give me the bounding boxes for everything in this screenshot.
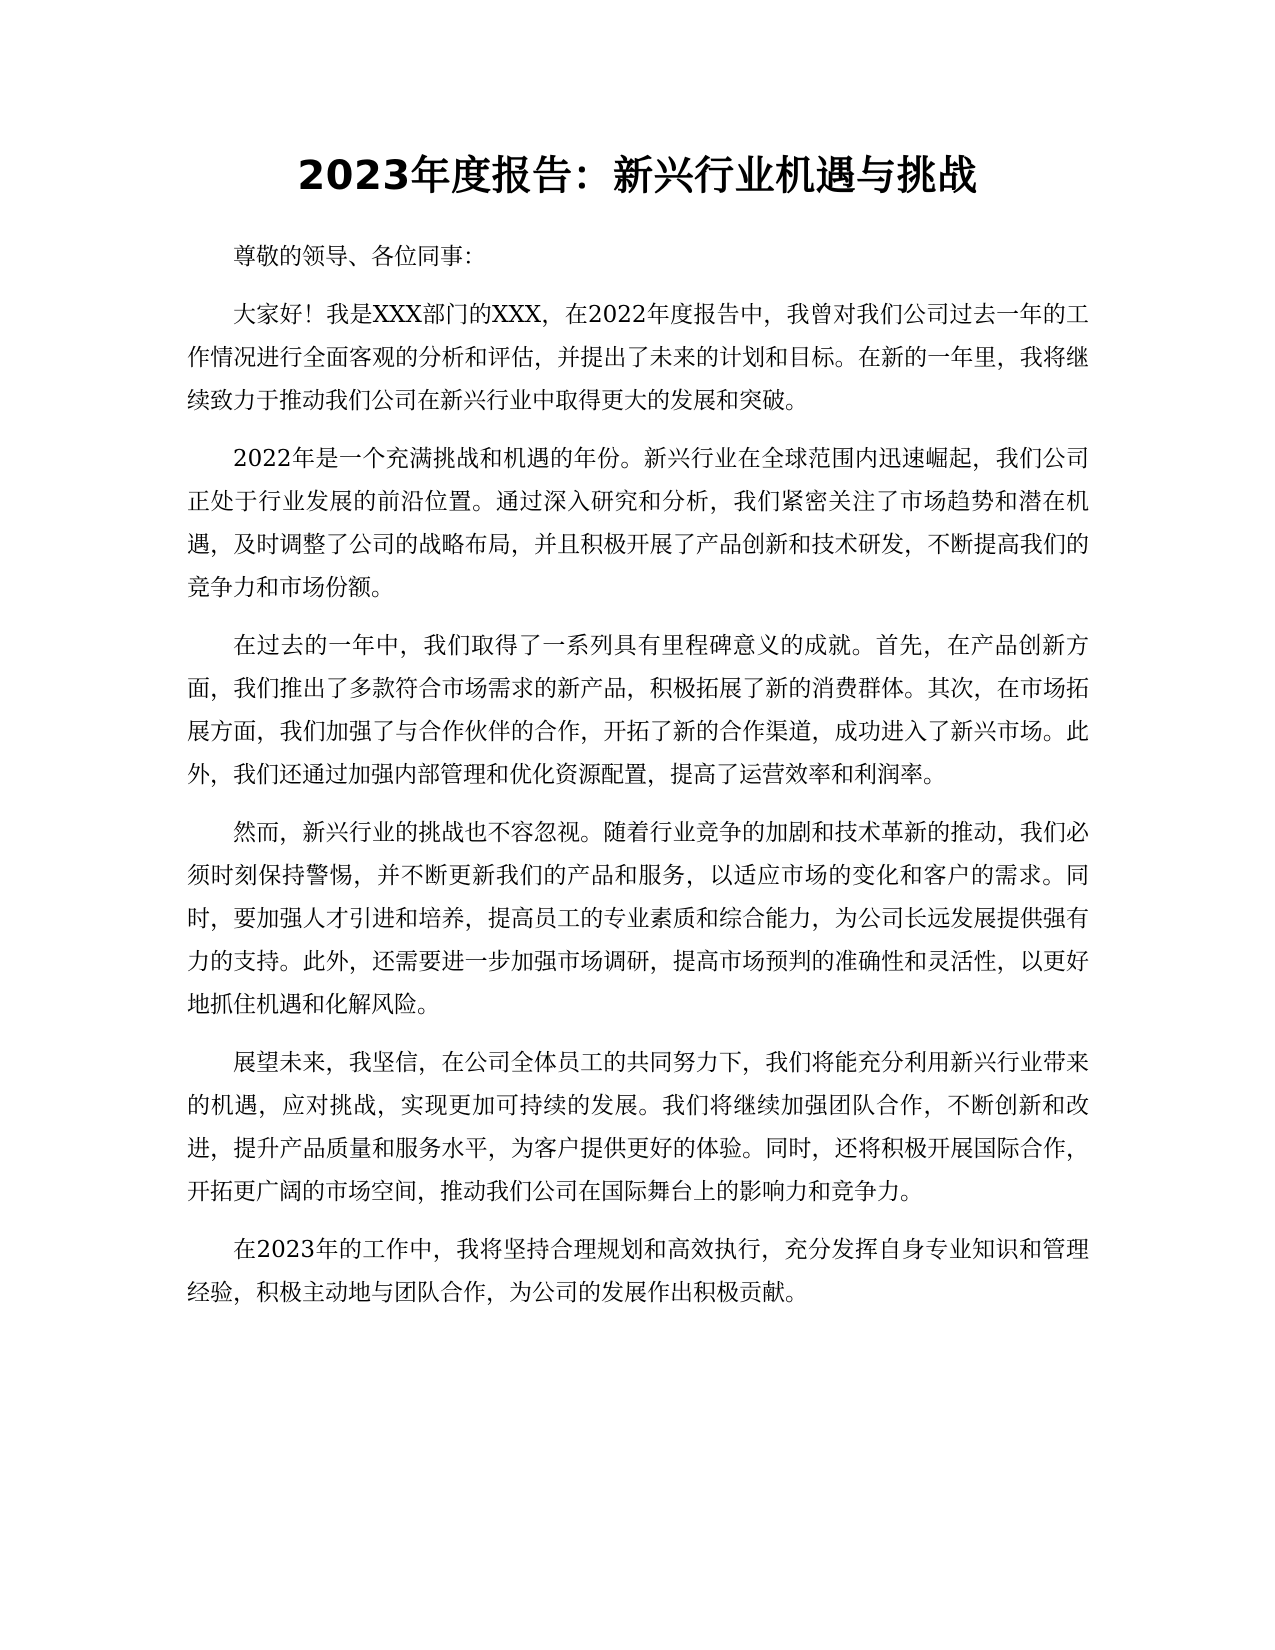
paragraph-greeting: 尊敬的领导、各位同事： <box>233 244 486 270</box>
document-body <box>187 236 1089 1330</box>
document-title: 2023年度报告：新兴行业机遇与挑战 <box>297 153 978 199</box>
paragraph-challenges: 然而，新兴行业的挑战也不容忽视。随着行业竞争的加剧和技术革新的推动，我们必须时刻保持警惕，并不断更新我们的产品和服务，以适应市场的变化和客户的需求。同时，要加强人才引进和培养，提高员工的专业素质和综合能力，为公司长远发展提供强有力的支持。此外，还需要进一步加强市场调研，提高市场预判的准确性和灵活性，以更好地抓住机遇和化解风险。 <box>187 820 1089 1018</box>
paragraph-outlook: 展望未来，我坚信，在公司全体员工的共同努力下，我们将能充分利用新兴行业带来的机遇，应对挑战，实现更加可持续的发展。我们将继续加强团队合作，不断创新和改进，提升产品质量和服务水平，为客户提供更好的体验。同时，还将积极开展国际合作，开拓更广阔的市场空间，推动我们公司在国际舞台上的影响力和竞争力。 <box>187 1050 1089 1205</box>
paragraph-2023-plan: 在2023年的工作中，我将坚持合理规划和高效执行，充分发挥自身专业知识和管理经验，积极主动地与团队合作，为公司的发展作出积极贡献。 <box>187 1237 1089 1306</box>
paragraph-2022-review: 2022年是一个充满挑战和机遇的年份。新兴行业在全球范围内迅速崛起，我们公司正处于行业发展的前沿位置。通过深入研究和分析，我们紧密关注了市场趋势和潜在机遇，及时调整了公司的战略布局，并且积极开展了产品创新和技术研发，不断提高我们的竞争力和市场份额。 <box>187 446 1089 601</box>
paragraph-introduction: 大家好！我是XXX部门的XXX，在2022年度报告中，我曾对我们公司过去一年的工作情况进行全面客观的分析和评估，并提出了未来的计划和目标。在新的一年里，我将继续致力于推动我们公司在新兴行业中取得更大的发展和突破。 <box>187 302 1089 414</box>
paragraph-achievements: 在过去的一年中，我们取得了一系列具有里程碑意义的成就。首先，在产品创新方面，我们推出了多款符合市场需求的新产品，积极拓展了新的消费群体。其次，在市场拓展方面，我们加强了与合作伙伴的合作，开拓了新的合作渠道，成功进入了新兴市场。此外，我们还通过加强内部管理和优化资源配置，提高了运营效率和利润率。 <box>187 633 1089 788</box>
